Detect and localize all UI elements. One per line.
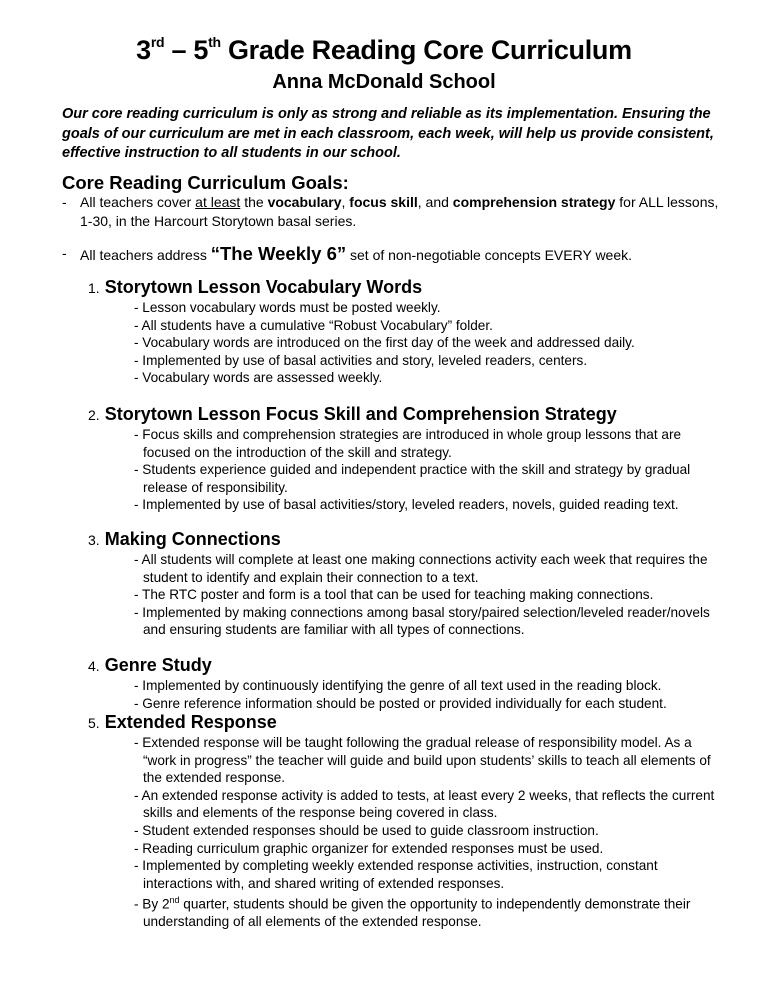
item-number: 3. [88,532,100,548]
list-item [134,892,728,931]
item-detail-list [88,677,728,712]
item-heading [88,403,728,426]
list-item: - Implemented by completing weekly extended response activities, instruction, constant interactions with, and shared writing of extended responses. [134,858,658,891]
title-part: 3 [136,35,151,65]
list-item: - Vocabulary words are introduced on the first day of the week and addressed daily. [134,335,635,351]
text-run: set of non-negotiable concepts EVERY week. [346,247,633,263]
weekly-item [88,528,728,639]
text-run: , [341,194,350,210]
title-part: 5 [193,35,209,65]
item-heading [88,654,728,677]
item-heading [88,276,728,299]
list-item: - An extended response activity is added to tests, at least every 2 weeks, that reflects the current skills and elements of the response being covered in class. [134,787,715,821]
item-detail-list [88,426,728,514]
list-item: - The RTC poster and form is a tool that can be used for teaching making connections. [134,587,654,603]
bold-text: vocabulary [267,194,342,210]
item-number: 5. [88,715,100,731]
bold-text: “The Weekly 6” [210,243,347,264]
text-run: quarter, students should be given the opportunity to independently demonstrate their understanding of all elements of the extended response. [143,896,691,930]
item-number: 2. [88,407,100,423]
item-label: Genre Study [104,655,212,675]
list-item: - Focus skills and comprehension strategies are introduced in whole group lessons that are focused on the introduction of the skill and strategy. [134,427,682,460]
bullet-text [80,193,722,231]
item-heading [88,528,728,551]
title-superscript: th [208,34,221,50]
text-run: - By 2 [134,896,170,912]
bold-text: focus skill [349,194,418,210]
item-label: Extended Response [104,712,277,732]
text-run: the [240,194,268,210]
intro-paragraph: Our core reading curriculum is only as strong and reliable as its implementation. Ensuring the goals of our curriculum are met in each classroom, each week, will help us provide consistent, effective instruction to all students in our school. [62,106,714,161]
list-item: - Genre reference information should be posted or provided individually for each student. [134,695,667,711]
page-title [0,34,768,66]
item-detail-list [88,299,728,387]
text-run: for ALL lessons, 1-30, in the Harcourt Storytown basal series. [80,194,719,229]
item-label: Storytown Lesson Focus Skill and Comprehension Strategy [104,404,617,424]
list-item: - Student extended responses should be used to guide classroom instruction. [134,822,599,838]
bullet-dash: - [62,194,67,210]
list-item: - All students will complete at least one making connections activity each week that requires the student to identify and explain their connection to a text. [134,552,708,585]
text-run: , and [417,194,453,210]
item-number: 4. [88,658,100,674]
item-number: 1. [88,280,100,296]
list-item: - Lesson vocabulary words must be posted weekly. [134,300,441,315]
goal-bullet [62,193,722,231]
section-heading: Core Reading Curriculum Goals: [62,172,349,193]
underlined-text: at least [195,194,241,210]
list-item: - Extended response will be taught following the gradual release of responsibility model. As a “work in progress” the teacher will guide and build upon students’ skills to teach all elements of the extended response. [134,735,711,786]
bullet-dash: - [62,245,67,261]
list-item: - Implemented by making connections among basal story/paired selection/leveled reader/novels and ensuring students are familiar with all types of connections. [134,604,710,638]
weekly-item [88,711,728,931]
list-item: - Students experience guided and independent practice with the skill and strategy by gradual release of responsibility. [134,462,691,495]
bold-text: comprehension strategy [452,194,616,210]
bullet-text [80,244,722,265]
item-detail-list [88,734,728,931]
text-run: All teachers address [80,247,211,263]
title-part: Grade Reading Core Curriculum [220,35,632,65]
text-run: All teachers cover [80,194,196,210]
item-heading [88,711,728,734]
item-detail-list [88,551,728,639]
list-item: - Vocabulary words are assessed weekly. [134,370,383,386]
weekly-item [88,276,728,387]
item-label: Storytown Lesson Vocabulary Words [104,277,423,297]
goal-bullet [62,244,722,265]
list-item: - Implemented by continuously identifying the genre of all text used in the reading block. [134,678,662,693]
superscript: nd [169,895,180,906]
list-item: - All students have a cumulative “Robust Vocabulary” folder. [134,317,493,333]
weekly-item [88,654,728,712]
page-subtitle: Anna McDonald School [272,71,496,93]
list-item: - Implemented by use of basal activities and story, leveled readers, centers. [134,352,588,368]
item-label: Making Connections [104,529,281,549]
list-item: - Implemented by use of basal activities/story, leveled readers, novels, guided reading text. [134,497,679,513]
title-superscript: rd [150,34,165,50]
list-item: - Reading curriculum graphic organizer for extended responses must be used. [134,840,604,856]
weekly-item [88,403,728,514]
title-part: – [164,35,194,65]
